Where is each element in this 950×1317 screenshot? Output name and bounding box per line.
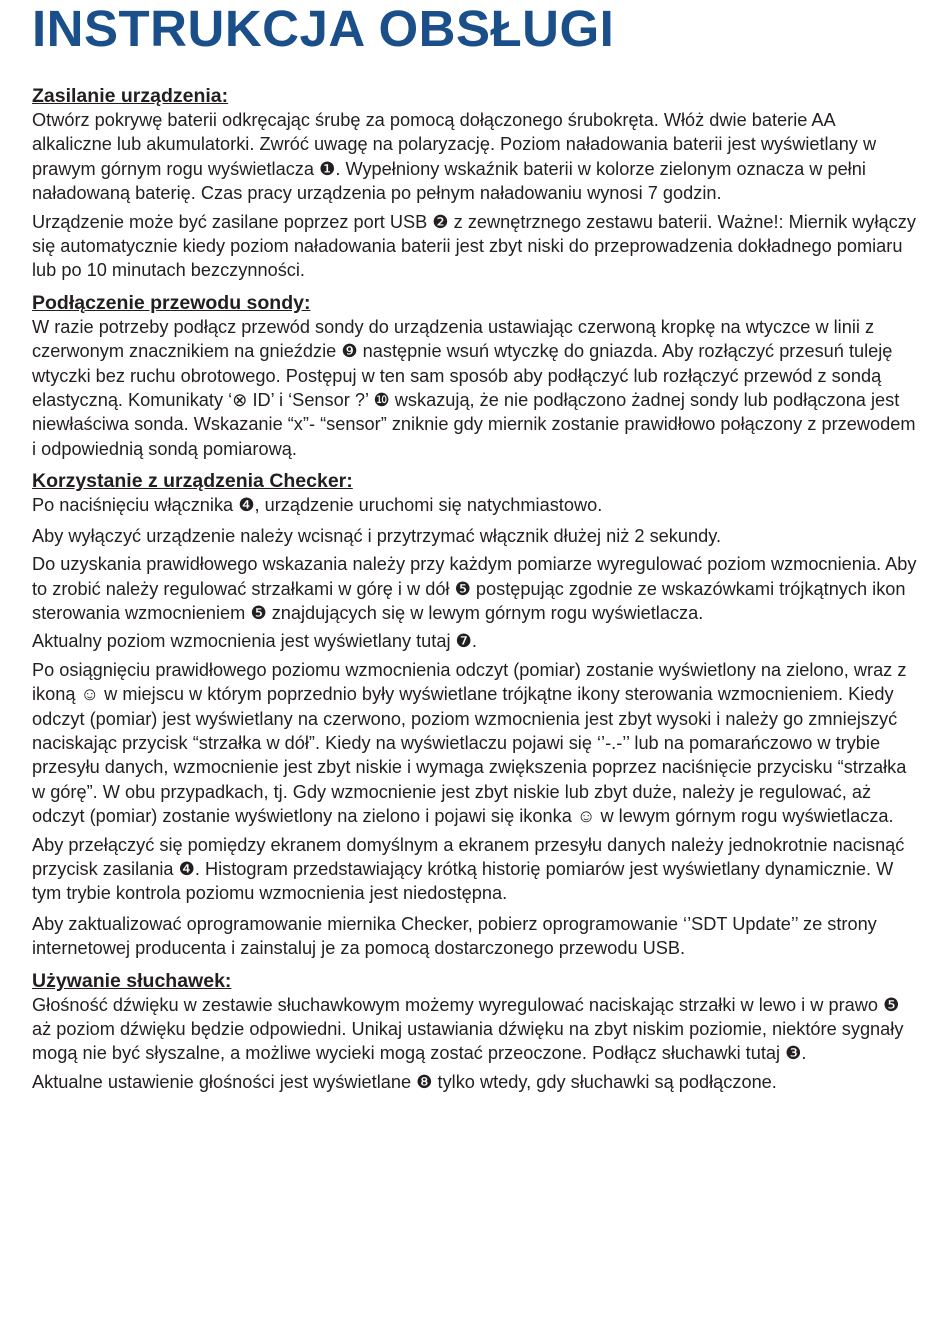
paragraph: Aktualne ustawienie głośności jest wyświetlane ❽ tylko wtedy, gdy słuchawki są podłączone. xyxy=(32,1071,777,1092)
paragraph: Urządzenie może być zasilane poprzez port USB ❷ z zewnętrznego zestawu baterii. Ważne!: Miernik wyłączy się automatycznie kiedy poziom naładowania baterii jest zbyt niski do przeprowadzenia dokładnego pomiaru lub po 10 minutach bezczynności. xyxy=(32,211,916,281)
paragraph: Aby zaktualizować oprogramowanie miernika Checker, pobierz oprogramowanie ‘’SDT Update’’ ze strony internetowej producenta i zainstaluj je za pomocą dostarczonego przewodu USB. xyxy=(32,913,877,959)
section-power xyxy=(32,84,918,283)
paragraph: Otwórz pokrywę baterii odkręcając śrubę za pomocą dołączonego śrubokręta. Włóż dwie baterie AA alkaliczne lub akumulatorki. Zwróć uwagę na polaryzację. Poziom naładowania baterii jest wyświetlany w prawym górnym rogu wyświetlacza ❶. Wypełniony wskaźnik baterii w kolorze zielonym oznacza w pełni naładowaną baterię. Czas pracy urządzenia po pełnym naładowaniu wynosi 7 godzin. xyxy=(32,110,877,204)
paragraph: Aby przełączyć się pomiędzy ekranem domyślnym a ekranem przesyłu danych należy jednokrotnie nacisnąć przycisk zasilania ❹. Histogram przedstawiający krótką historię pomiarów jest wyświetlany dynamicznie. W tym trybie kontrola poziomu wzmocnienia jest niedostępna. xyxy=(32,834,905,904)
paragraph: Do uzyskania prawidłowego wskazania należy przy każdym pomiarze wyregulować poziom wzmocnienia. Aby to zrobić należy regulować strzałkami w górę i w dół ❺ postępując zgodnie ze wskazówkami trójkątnych ikon sterowania wzmocnieniem ❺ znajdujących się w lewym górnym rogu wyświetlacza. xyxy=(32,554,917,623)
section-probe-cable xyxy=(32,291,918,461)
section-heading: Używanie słuchawek: xyxy=(32,969,232,992)
paragraph: Aby wyłączyć urządzenie należy wcisnąć i przytrzymać włącznik dłużej niż 2 sekundy. xyxy=(32,525,722,546)
paragraph: Po naciśnięciu włącznika ❹, urządzenie uruchomi się natychmiastowo. xyxy=(32,495,603,516)
instruction-page xyxy=(32,0,918,1094)
section-heading: Korzystanie z urządzenia Checker: xyxy=(32,470,353,493)
paragraph: Głośność dźwięku w zestawie słuchawkowym możemy wyregulować naciskając strzałki w lewo i w prawo ❺ aż poziom dźwięku będzie odpowiedni. Unikaj ustawiania dźwięku na zbyt niskim poziomie, niektóre sygnały mogą nie być słyszalne, a możliwe wycieki mogą zostać przeoczone. Podłącz słuchawki tutaj ❸. xyxy=(32,994,904,1064)
page-title: INSTRUKCJA OBSŁUGI xyxy=(32,0,615,57)
section-heading: Podłączenie przewodu sondy: xyxy=(32,291,311,314)
section-heading: Zasilanie urządzenia: xyxy=(32,85,229,107)
paragraph: Aktualny poziom wzmocnienia jest wyświetlany tutaj ❼. xyxy=(32,631,477,652)
paragraph: Po osiągnięciu prawidłowego poziomu wzmocnienia odczyt (pomiar) zostanie wyświetlony na zielono, wraz z ikoną ☺ w miejscu w którym poprzednio były wyświetlane trójkątne ikony sterowania wzmocnieniem. Kiedy odczyt (pomiar) jest wyświetlany na czerwono, poziom wzmocnienia jest zbyt wysoki i należy go zmniejszyć naciskając przycisk “strzałka w dół”. Kiedy na wyświetlaczu pojawi się ‘’-.-’’ lub na pomarańczowo w trybie przesyłu danych, wzmocnienie jest zbyt niskie i wymaga zwiększenia poprzez naciśnięcie przycisku “strzałka w górę”. W obu przypadkach, tj. Gdy wzmocnienie jest zbyt niskie lub zbyt duże, należy je regulować, aż odczyt (pomiar) zostanie wyświetlony na zielono i pojawi się ikonka ☺ w lewym górnym rogu wyświetlacza. xyxy=(32,659,907,827)
section-headphones xyxy=(32,969,918,1095)
section-using-checker xyxy=(32,469,918,960)
paragraph: W razie potrzeby podłącz przewód sondy do urządzenia ustawiając czerwoną kropkę na wtyczce w linii z czerwonym znacznikiem na gnieździe ❾ następnie wsuń wtyczkę do gniazda. Aby rozłączyć przesuń tuleję wtyczki bez ruchu obrotowego. Postępuj w ten sam sposób aby podłączyć lub rozłączyć przewód z sondą elastyczną. Komunikaty ‘⊗ ID’ i ‘Sensor ?’ ❿ wskazują, że nie podłączono żadnej sondy lub podłączona jest niewłaściwa sonda. Wskazanie “x”- “sensor” zniknie gdy miernik zostanie prawidłowo połączony z przewodem i odpowiednią sondą pomiarową. xyxy=(32,316,916,459)
